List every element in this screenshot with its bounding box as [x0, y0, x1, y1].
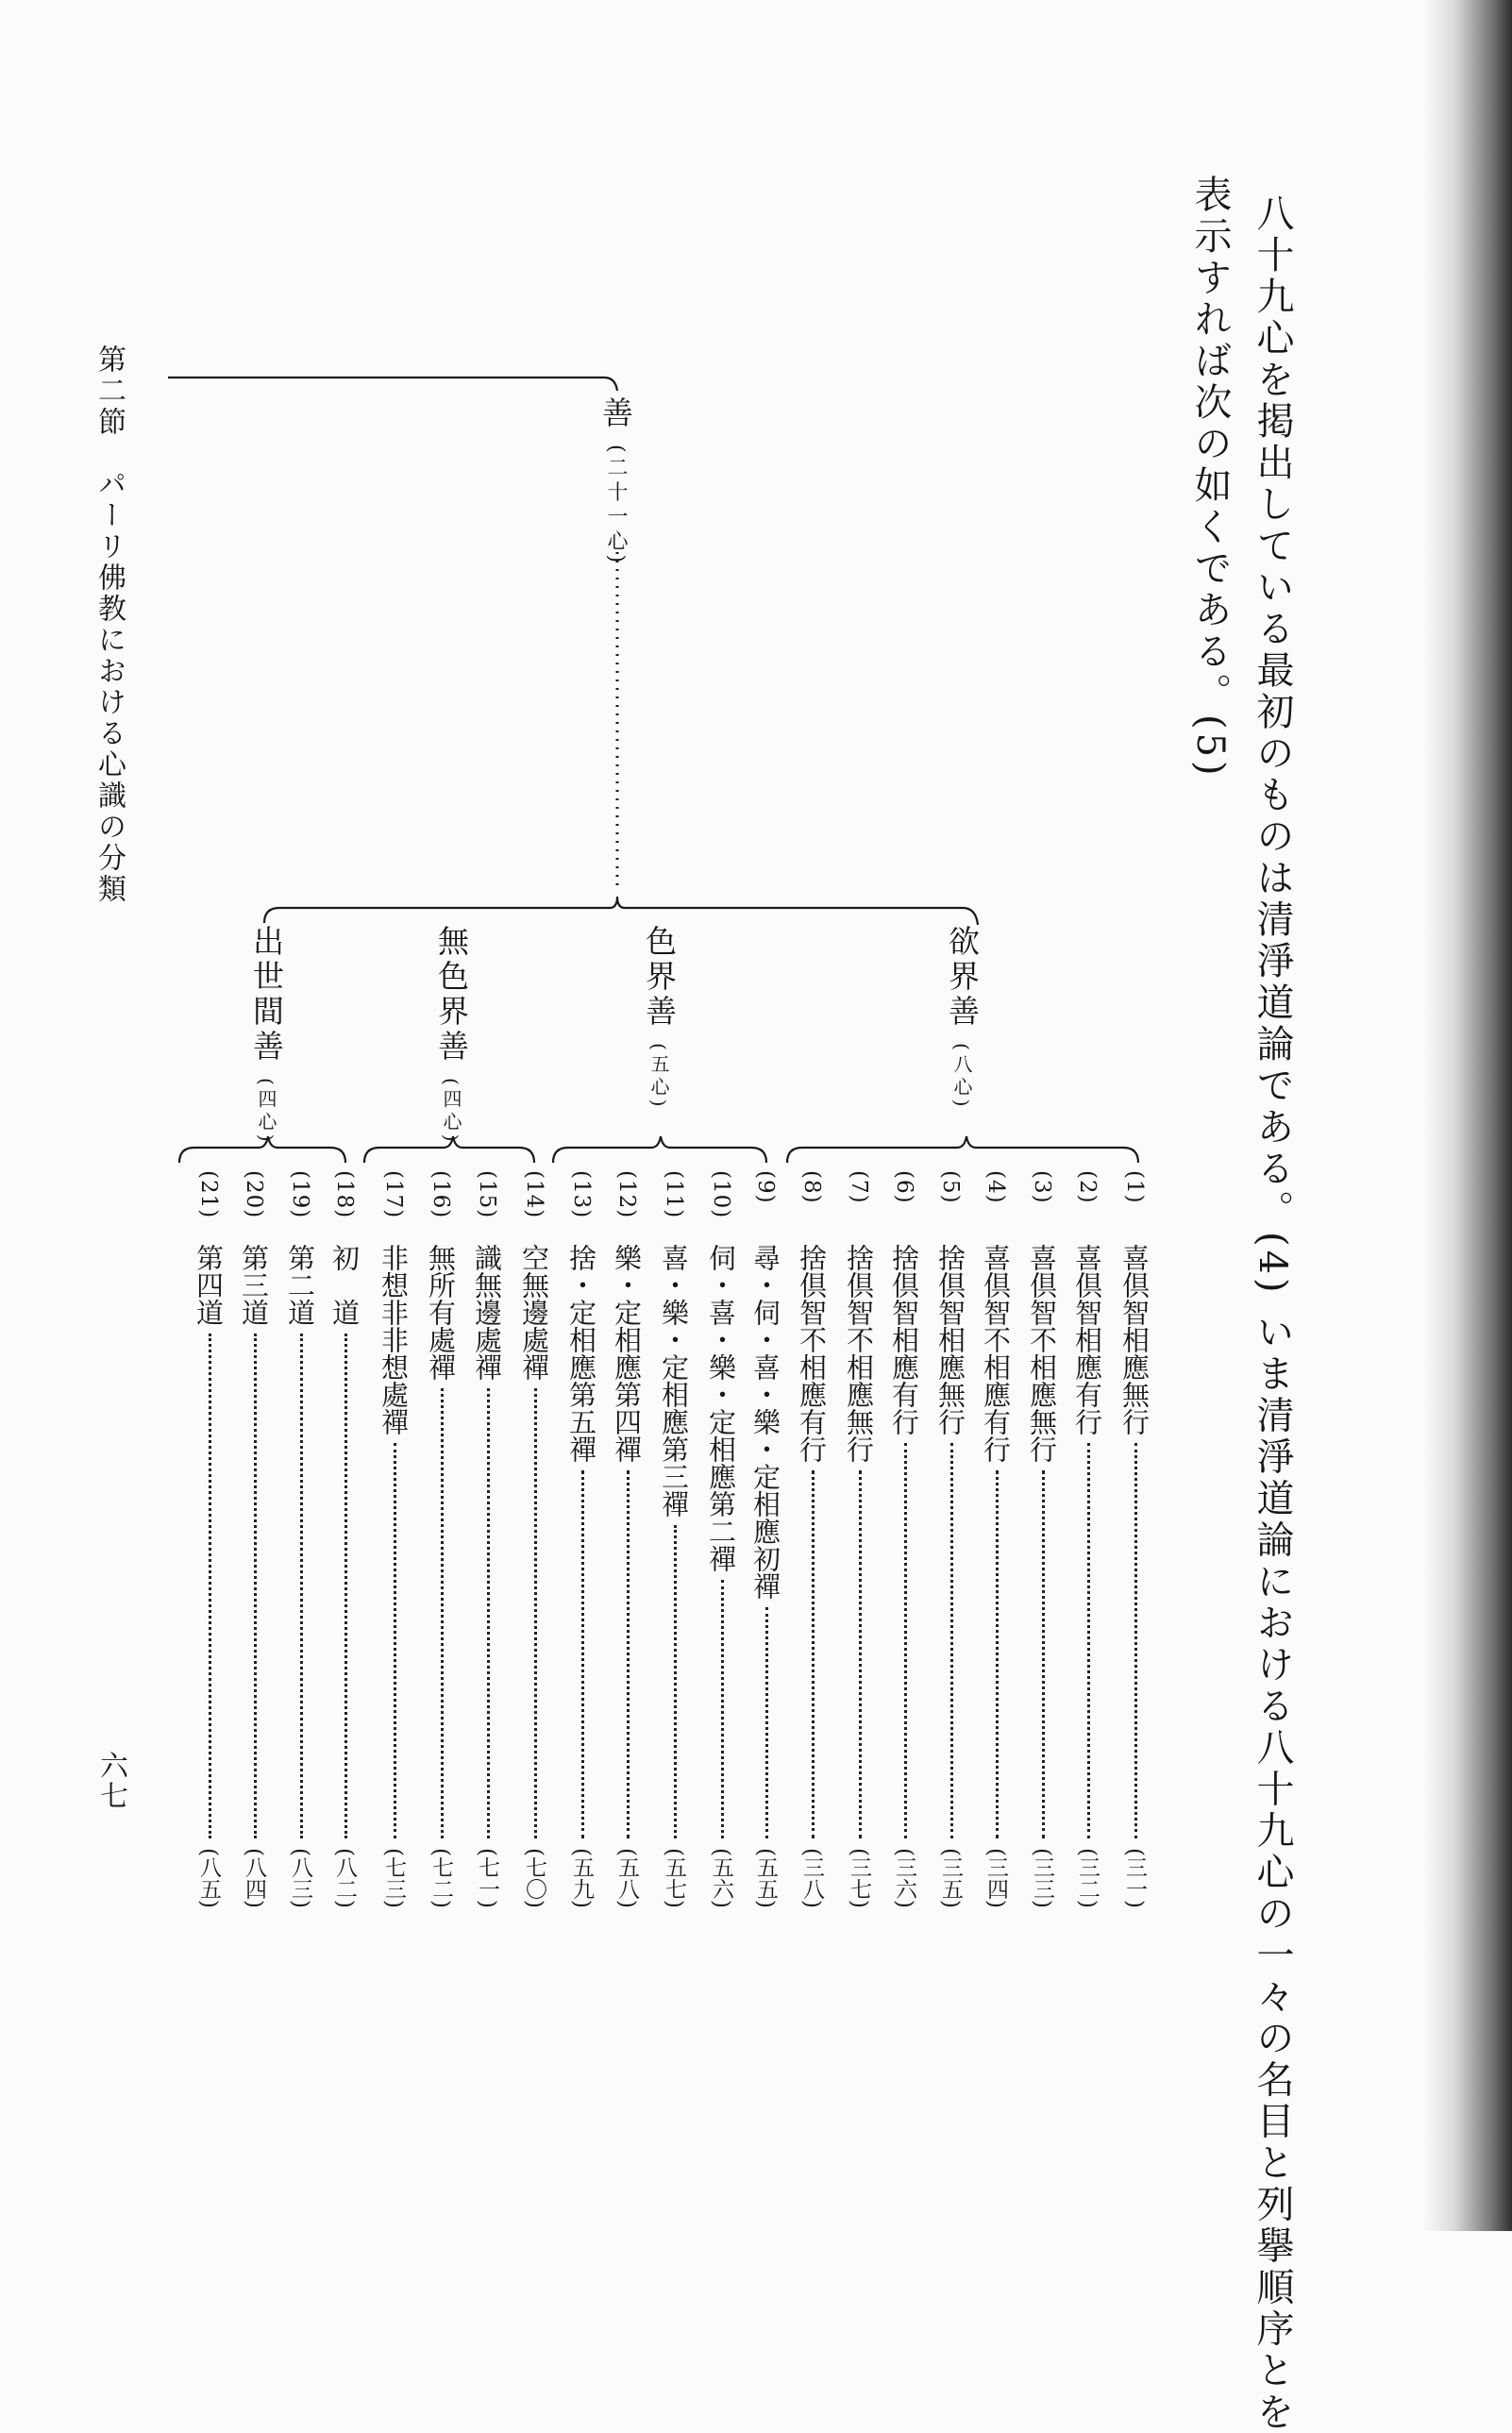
- intro-line-1: 八十九心を掲出している最初のものは清淨道論である。(4) いま清淨道論における八十九心の一々の名目と列擧順序とを: [1251, 193, 1294, 2433]
- item-reference: (三五): [938, 1848, 963, 1908]
- item-name: 第三道: [238, 1244, 270, 1326]
- item-name: 第四道: [193, 1244, 225, 1326]
- item-reference: (三一): [1122, 1848, 1147, 1908]
- item-number: (11): [662, 1170, 686, 1219]
- branch-count: (八心): [950, 1043, 973, 1111]
- item-name: 非想非非想處禪: [378, 1244, 410, 1435]
- item-leader-dots: [441, 1388, 444, 1838]
- item-leader-dots: [1087, 1443, 1090, 1838]
- item-number: (21): [196, 1170, 221, 1219]
- item-leader-dots: [1042, 1470, 1045, 1838]
- item-name: 喜倶智不相應無行: [1026, 1244, 1058, 1463]
- item-number: (18): [332, 1170, 357, 1219]
- branch-label: 出世間善: [248, 925, 285, 1065]
- item-leader-dots: [209, 1334, 211, 1838]
- item-number: (15): [475, 1170, 499, 1219]
- item-number: (14): [522, 1170, 546, 1219]
- item-reference: (三七): [847, 1848, 871, 1908]
- branch-count: (四心): [440, 1078, 462, 1146]
- item-leader-dots: [487, 1388, 490, 1838]
- item-number: (16): [428, 1170, 453, 1219]
- item-reference: (七〇): [522, 1848, 546, 1908]
- item-number: (17): [381, 1170, 406, 1219]
- item-number: (9): [753, 1170, 778, 1204]
- item-leader-dots: [996, 1470, 999, 1838]
- item-name: 捨倶智相應無行: [934, 1244, 966, 1435]
- root-label-text: 善: [597, 396, 634, 431]
- item-reference: (八五): [196, 1848, 221, 1908]
- item-reference: (八四): [242, 1848, 266, 1908]
- item-leader-dots: [950, 1443, 953, 1838]
- item-leader-dots: [534, 1388, 537, 1838]
- item-name: 喜倶智相應有行: [1071, 1244, 1103, 1435]
- item-name: 伺・喜・樂・定相應第二禪: [705, 1244, 737, 1572]
- item-name: 尋・伺・喜・樂・定相應初禪: [749, 1244, 781, 1600]
- item-reference: (七二): [428, 1848, 453, 1908]
- item-number: (7): [847, 1170, 871, 1204]
- item-name: 第二道: [284, 1244, 316, 1326]
- item-name: 喜倶智不相應有行: [980, 1244, 1012, 1463]
- root-count: (二十一心): [604, 445, 628, 567]
- branch-rupavacara: [641, 925, 678, 1111]
- item-number: (13): [569, 1170, 594, 1219]
- branch-kamavacara: [944, 925, 981, 1111]
- item-reference: (三四): [983, 1848, 1008, 1908]
- item-reference: (八二): [332, 1848, 357, 1908]
- item-leader-dots: [765, 1607, 768, 1838]
- item-number: (12): [614, 1170, 639, 1219]
- item-number: (4): [983, 1170, 1008, 1204]
- branch-count: (四心): [255, 1078, 277, 1146]
- branch-label: 色界善: [641, 925, 678, 1030]
- item-leader-dots: [812, 1470, 815, 1838]
- item-name: 喜・樂・定相應第三禪: [658, 1244, 690, 1518]
- item-name: 初 道: [328, 1244, 361, 1326]
- item-reference: (三二): [1075, 1848, 1100, 1908]
- item-leader-dots: [581, 1470, 584, 1838]
- item-leader-dots: [254, 1334, 257, 1838]
- item-reference: (五七): [662, 1848, 686, 1908]
- item-reference: (三六): [892, 1848, 916, 1908]
- item-leader-dots: [674, 1525, 677, 1838]
- running-title: 第二節 パーリ佛教における心識の分類: [92, 344, 126, 905]
- item-number: (10): [709, 1170, 733, 1219]
- item-leader-dots: [1134, 1443, 1137, 1838]
- item-leader-dots: [344, 1334, 347, 1838]
- page-number: 六七: [94, 1751, 127, 1811]
- item-number: (2): [1075, 1170, 1100, 1204]
- item-number: (3): [1030, 1170, 1054, 1204]
- item-leader-dots: [627, 1470, 630, 1838]
- item-reference: (五六): [709, 1848, 733, 1908]
- item-name: 捨倶智不相應有行: [796, 1244, 828, 1463]
- item-number: (8): [799, 1170, 824, 1204]
- branch-arupavacara: [433, 925, 470, 1146]
- item-reference: (七三): [381, 1848, 406, 1908]
- item-name: 識無邊處禪: [471, 1244, 503, 1381]
- item-reference: (三三): [1030, 1848, 1054, 1908]
- item-name: 捨倶智相應有行: [888, 1244, 920, 1435]
- item-name: 捨・定相應第五禪: [565, 1244, 597, 1463]
- item-name: 無所有處禪: [425, 1244, 457, 1381]
- item-leader-dots: [394, 1443, 396, 1838]
- branch-label: 無色界善: [433, 925, 470, 1065]
- item-name: 樂・定相應第四禪: [611, 1244, 643, 1463]
- branch-count: (五心): [647, 1043, 670, 1111]
- root-label: [597, 396, 634, 567]
- item-reference: (八三): [288, 1848, 312, 1908]
- item-leader-dots: [859, 1470, 862, 1838]
- item-number: (19): [288, 1170, 312, 1219]
- item-name: 捨倶智不相應無行: [843, 1244, 875, 1463]
- item-number: (20): [242, 1170, 266, 1219]
- item-number: (5): [938, 1170, 963, 1204]
- item-reference: (七一): [475, 1848, 499, 1908]
- item-number: (1): [1122, 1170, 1147, 1204]
- branch-lokuttara: [248, 925, 285, 1146]
- item-name: 空無邊處禪: [518, 1244, 550, 1381]
- item-leader-dots: [721, 1580, 724, 1838]
- item-leader-dots: [300, 1334, 303, 1838]
- item-reference: (三八): [799, 1848, 824, 1908]
- item-leader-dots: [904, 1443, 907, 1838]
- branch-label: 欲界善: [944, 925, 981, 1030]
- item-reference: (五九): [569, 1848, 594, 1908]
- item-reference: (五五): [753, 1848, 778, 1908]
- intro-line-2: 表示すれば次の如くである。(5): [1188, 175, 1232, 780]
- item-reference: (五八): [614, 1848, 639, 1908]
- item-number: (6): [892, 1170, 916, 1204]
- item-name: 喜倶智相應無行: [1118, 1244, 1151, 1435]
